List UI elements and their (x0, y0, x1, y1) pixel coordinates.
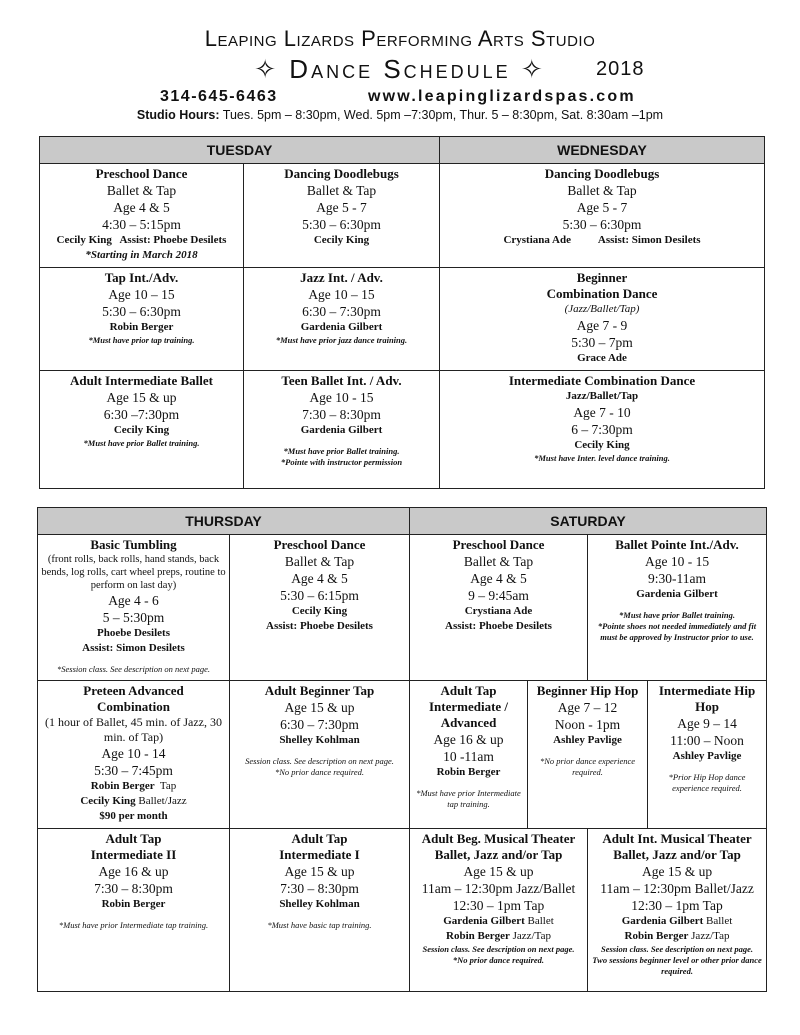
contact-line (0, 88, 800, 108)
class-time: Noon - 1pm (554, 717, 621, 732)
class-note: Two sessions beginner level or other prior dance required. (592, 955, 762, 976)
class-style: Ballet & Tap (463, 554, 534, 569)
class-cell (230, 681, 410, 829)
class-title-line2: Combination Dance (546, 286, 658, 301)
class-note: *Prior Hip Hop dance experience required. (668, 772, 746, 793)
class-note: *Must have prior Ballet training. (619, 610, 735, 620)
class-assistant: Assist: Phoebe Desilets (266, 620, 373, 632)
class-title-line3: Advanced (440, 715, 497, 730)
class-cell (528, 681, 648, 829)
class-instructor: Ashley Pavlige (672, 750, 742, 762)
hours-label: Studio Hours: (136, 108, 220, 122)
class-instructor-2 (41, 794, 226, 809)
saturday-header: SATURDAY (410, 508, 767, 535)
class-cell (40, 268, 244, 371)
schedule-title (0, 54, 800, 85)
class-time: 6:30 – 7:30pm (302, 304, 381, 319)
instructor-discipline: Jazz/Tap (509, 930, 551, 942)
class-time: 7:30 – 8:30pm (94, 881, 173, 896)
class-instructor-2 (591, 929, 763, 944)
class-cell (244, 268, 440, 371)
class-age: Age 5 - 7 (316, 200, 367, 215)
class-title: Tap Int./Adv. (104, 270, 179, 285)
class-title-line2: Ballet, Jazz and/or Tap (434, 847, 563, 862)
instructor-name: Robin Berger (446, 930, 510, 942)
class-age: Age 10 - 15 (309, 390, 374, 405)
class-style: (Jazz/Ballet/Tap) (564, 303, 640, 315)
class-age: Age 7 - 9 (576, 318, 628, 333)
class-time: 7:30 – 8:30pm (302, 407, 381, 422)
schedule-year: 2018 (596, 58, 645, 80)
class-instructor: Phoebe Desilets (96, 627, 170, 639)
class-title: Preschool Dance (273, 537, 366, 552)
class-title-line1: Preteen Advanced (83, 683, 184, 698)
class-age: Age 4 & 5 (113, 200, 170, 215)
class-time: 4:30 – 5:15pm (102, 217, 181, 232)
class-style: Ballet & Tap (567, 183, 637, 198)
class-cell (38, 681, 230, 829)
class-title-line1: Beginner (576, 270, 628, 285)
class-cell (588, 829, 767, 992)
class-age: Age 15 & up (641, 864, 713, 879)
schedule-title-text: ✧ Dance Schedule ✧ (254, 54, 546, 84)
class-age: Age 4 & 5 (291, 571, 348, 586)
class-title-line2: Ballet, Jazz and/or Tap (613, 847, 741, 862)
class-note: *Session class. See description on next page. (57, 664, 210, 674)
class-cell (410, 535, 588, 681)
class-title-line1: Adult Beg. Musical Theater (421, 831, 576, 846)
class-cell (40, 371, 244, 489)
class-time: 7:30 – 8:30pm (280, 881, 359, 896)
class-time: 11am – 12:30pm Jazz/Ballet (421, 881, 576, 896)
class-age: Age 4 - 6 (108, 593, 159, 608)
class-age: Age 15 & up (463, 864, 534, 879)
class-title: Basic Tumbling (90, 537, 177, 552)
class-instructor: Grace Ade (577, 352, 627, 364)
class-title-line2: Combination (97, 699, 170, 714)
class-title: Preschool Dance (452, 537, 545, 552)
class-cell (440, 268, 765, 371)
class-instructor: Shelley Kohlman (279, 898, 360, 910)
class-description: (1 hour of Ballet, 45 min. of Jazz, 30 min. of Tap) (45, 715, 222, 744)
class-instructor-1 (591, 914, 763, 929)
class-assistant: Assist: Simon Desilets (82, 642, 185, 654)
class-cell (440, 164, 765, 268)
class-time: 9:30-11am (648, 571, 707, 586)
class-cell (410, 829, 588, 992)
thursday-header: THURSDAY (38, 508, 410, 535)
class-instructor: Robin Berger (109, 321, 174, 333)
class-note: *Must have prior tap training. (88, 335, 195, 345)
class-note: Session class. See description on next page. (422, 944, 575, 954)
instructor-name: Gardenia Gilbert (621, 915, 704, 927)
class-note: *Must have prior Ballet training. (83, 438, 200, 448)
class-time: 5:30 – 6:30pm (302, 217, 381, 232)
class-title-line2: Intermediate I (279, 847, 360, 862)
class-title: Adult Beginner Tap (264, 683, 375, 698)
class-instructor: Cecily King (113, 424, 170, 436)
class-time: 5:30 – 7:45pm (94, 763, 173, 778)
class-instructor: Crystiana Ade Assist: Simon Desilets (503, 234, 701, 246)
class-note: *Must have prior jazz dance training. (275, 335, 408, 345)
class-instructor-2 (413, 929, 584, 944)
class-note: Session class. See description on next page. (245, 756, 394, 766)
class-cell (648, 681, 767, 829)
class-time: 9 – 9:45am (468, 588, 529, 603)
class-age: Age 15 & up (284, 864, 355, 879)
class-title: Jazz Int. / Adv. (300, 270, 383, 285)
class-age: Age 7 – 12 (557, 700, 618, 715)
class-age: Age 4 & 5 (470, 571, 527, 586)
class-cell (38, 829, 230, 992)
instructor-discipline: Ballet/Jazz (135, 795, 187, 807)
class-title: Beginner Hip Hop (536, 683, 639, 698)
class-note: *Must have basic tap training. (267, 920, 372, 930)
hours-text: Tues. 5pm – 8:30pm, Wed. 5pm –7:30pm, Thur. 5 – 8:30pm, Sat. 8:30am –1pm (219, 108, 664, 122)
class-age: Age 15 & up (106, 390, 177, 405)
class-note: *No prior dance required. (452, 955, 545, 965)
class-instructor: Gardenia Gilbert (300, 424, 383, 436)
class-time: 5:30 – 6:30pm (102, 304, 181, 319)
class-title-line1: Adult Int. Musical Theater (602, 831, 752, 846)
class-style: Ballet & Tap (306, 183, 377, 198)
class-instructor: Ashley Pavlige (553, 734, 622, 746)
class-note: *No prior dance experience required. (539, 756, 636, 777)
instructor-name: Cecily King (80, 795, 136, 807)
class-age: Age 15 & up (284, 700, 355, 715)
instructor-name: Robin Berger (624, 930, 689, 942)
class-time: 6:30 – 7:30pm (280, 717, 359, 732)
class-note: *No prior dance required. (274, 767, 365, 777)
class-note: Session class. See description on next page. (600, 944, 754, 954)
class-cell (244, 164, 440, 268)
instructor-discipline: Tap (154, 780, 177, 792)
class-note: *Must have Inter. level dance training. (534, 453, 670, 463)
class-time: 5:30 – 7pm (571, 335, 633, 350)
class-instructor: Cecily King (313, 234, 370, 246)
class-title-line2: Intermediate II (90, 847, 177, 862)
class-age: Age 16 & up (98, 864, 169, 879)
class-time: 11:00 – Noon (670, 733, 744, 748)
class-time: 6:30 –7:30pm (103, 407, 180, 422)
class-age: Age 10 - 15 (644, 554, 710, 569)
instructor-discipline: Ballet (703, 915, 733, 927)
class-time: 10 -11am (443, 749, 494, 764)
class-time: 5:30 – 6:30pm (562, 217, 642, 232)
class-instructor: Gardenia Gilbert (636, 588, 718, 600)
instructor-discipline: Ballet (524, 915, 554, 927)
class-time: 11am – 12:30pm Ballet/Jazz (600, 881, 754, 896)
class-title-line2: Hop (695, 699, 719, 714)
thu-sat-schedule-table (37, 507, 767, 992)
class-note: *Must have prior Ballet training. (283, 446, 400, 456)
studio-hours (0, 108, 800, 122)
class-note: *Must have prior Intermediate tap training. (416, 788, 521, 809)
class-instructor: Robin Berger (101, 898, 166, 910)
class-title: Adult Intermediate Ballet (70, 373, 213, 388)
class-instructor: Shelley Kohlman (279, 734, 360, 746)
class-cell (588, 535, 767, 681)
class-age: Age 16 & up (433, 732, 504, 747)
tuesday-header: TUESDAY (40, 137, 440, 164)
class-note: *Must have prior Intermediate tap training. (58, 920, 209, 930)
class-instructor: Crystiana Ade (464, 605, 533, 617)
class-title-line1: Intermediate Hip (658, 683, 756, 698)
class-note: *Starting in March 2018 (85, 249, 198, 261)
class-age: Age 9 – 14 (677, 716, 737, 731)
class-age: Age 5 - 7 (576, 200, 628, 215)
class-time: 5 – 5:30pm (102, 610, 165, 625)
class-description: (front rolls, back rolls, hand stands, back bends, log rolls, cart wheel preps, routine to perform on last day) (41, 554, 226, 591)
class-title: Teen Ballet Int. / Adv. (281, 373, 402, 388)
phone-number: 314-645-6463 (160, 88, 278, 105)
tue-wed-schedule-table (39, 136, 765, 489)
class-title-line1: Adult Tap (440, 683, 497, 698)
class-age: Age 10 – 15 (308, 287, 375, 302)
class-instructor-1 (41, 779, 226, 794)
wednesday-header: WEDNESDAY (440, 137, 765, 164)
instructor-name: Gardenia Gilbert (443, 915, 525, 927)
class-title: Dancing Doodlebugs (544, 166, 660, 181)
class-instructor: Cecily King Assist: Phoebe Desilets (56, 234, 227, 246)
class-cell (410, 681, 528, 829)
studio-name: Leaping Lizards Performing Arts Studio (204, 26, 596, 51)
class-title-line2: Intermediate / (428, 699, 509, 714)
class-time: 12:30 – 1pm Tap (631, 898, 723, 913)
instructor-name: Robin Berger (90, 780, 155, 792)
class-time: 5:30 – 6:15pm (280, 588, 359, 603)
class-cell (40, 164, 244, 268)
class-instructor: Robin Berger (436, 766, 501, 778)
class-price: $90 per month (99, 810, 168, 822)
class-instructor: Cecily King (574, 439, 630, 451)
class-time: 6 – 7:30pm (571, 422, 633, 437)
class-time: 12:30 – 1pm Tap (452, 898, 545, 913)
class-instructor-1 (413, 914, 584, 929)
class-cell (38, 535, 230, 681)
class-title-line1: Adult Tap (105, 831, 162, 846)
class-cell (230, 829, 410, 992)
class-instructor: Gardenia Gilbert (300, 321, 383, 333)
class-title: Preschool Dance (95, 166, 188, 181)
class-assistant: Assist: Phoebe Desilets (445, 620, 552, 632)
class-instructor: Cecily King (291, 605, 348, 617)
class-age: Age 10 - 14 (101, 746, 166, 761)
class-cell (230, 535, 410, 681)
class-cell (440, 371, 765, 489)
class-age: Age 10 – 15 (108, 287, 175, 302)
class-title-line1: Adult Tap (291, 831, 348, 846)
class-title: Ballet Pointe Int./Adv. (615, 537, 739, 552)
class-note: *Pointe with instructor permission (280, 457, 403, 467)
website-link[interactable]: www.leapinglizardspas.com (368, 88, 636, 105)
class-age: Age 7 - 10 (573, 405, 631, 420)
class-note: *Pointe shoes not needed immediately and fit must be approved by Instructor prior to use. (597, 621, 757, 642)
class-style: Ballet & Tap (284, 554, 355, 569)
class-style: Ballet & Tap (106, 183, 177, 198)
instructor-discipline: Jazz/Tap (688, 930, 730, 942)
class-title: Intermediate Combination Dance (508, 373, 696, 388)
class-style: Jazz/Ballet/Tap (565, 390, 639, 402)
class-cell (244, 371, 440, 489)
class-title: Dancing Doodlebugs (284, 166, 399, 181)
